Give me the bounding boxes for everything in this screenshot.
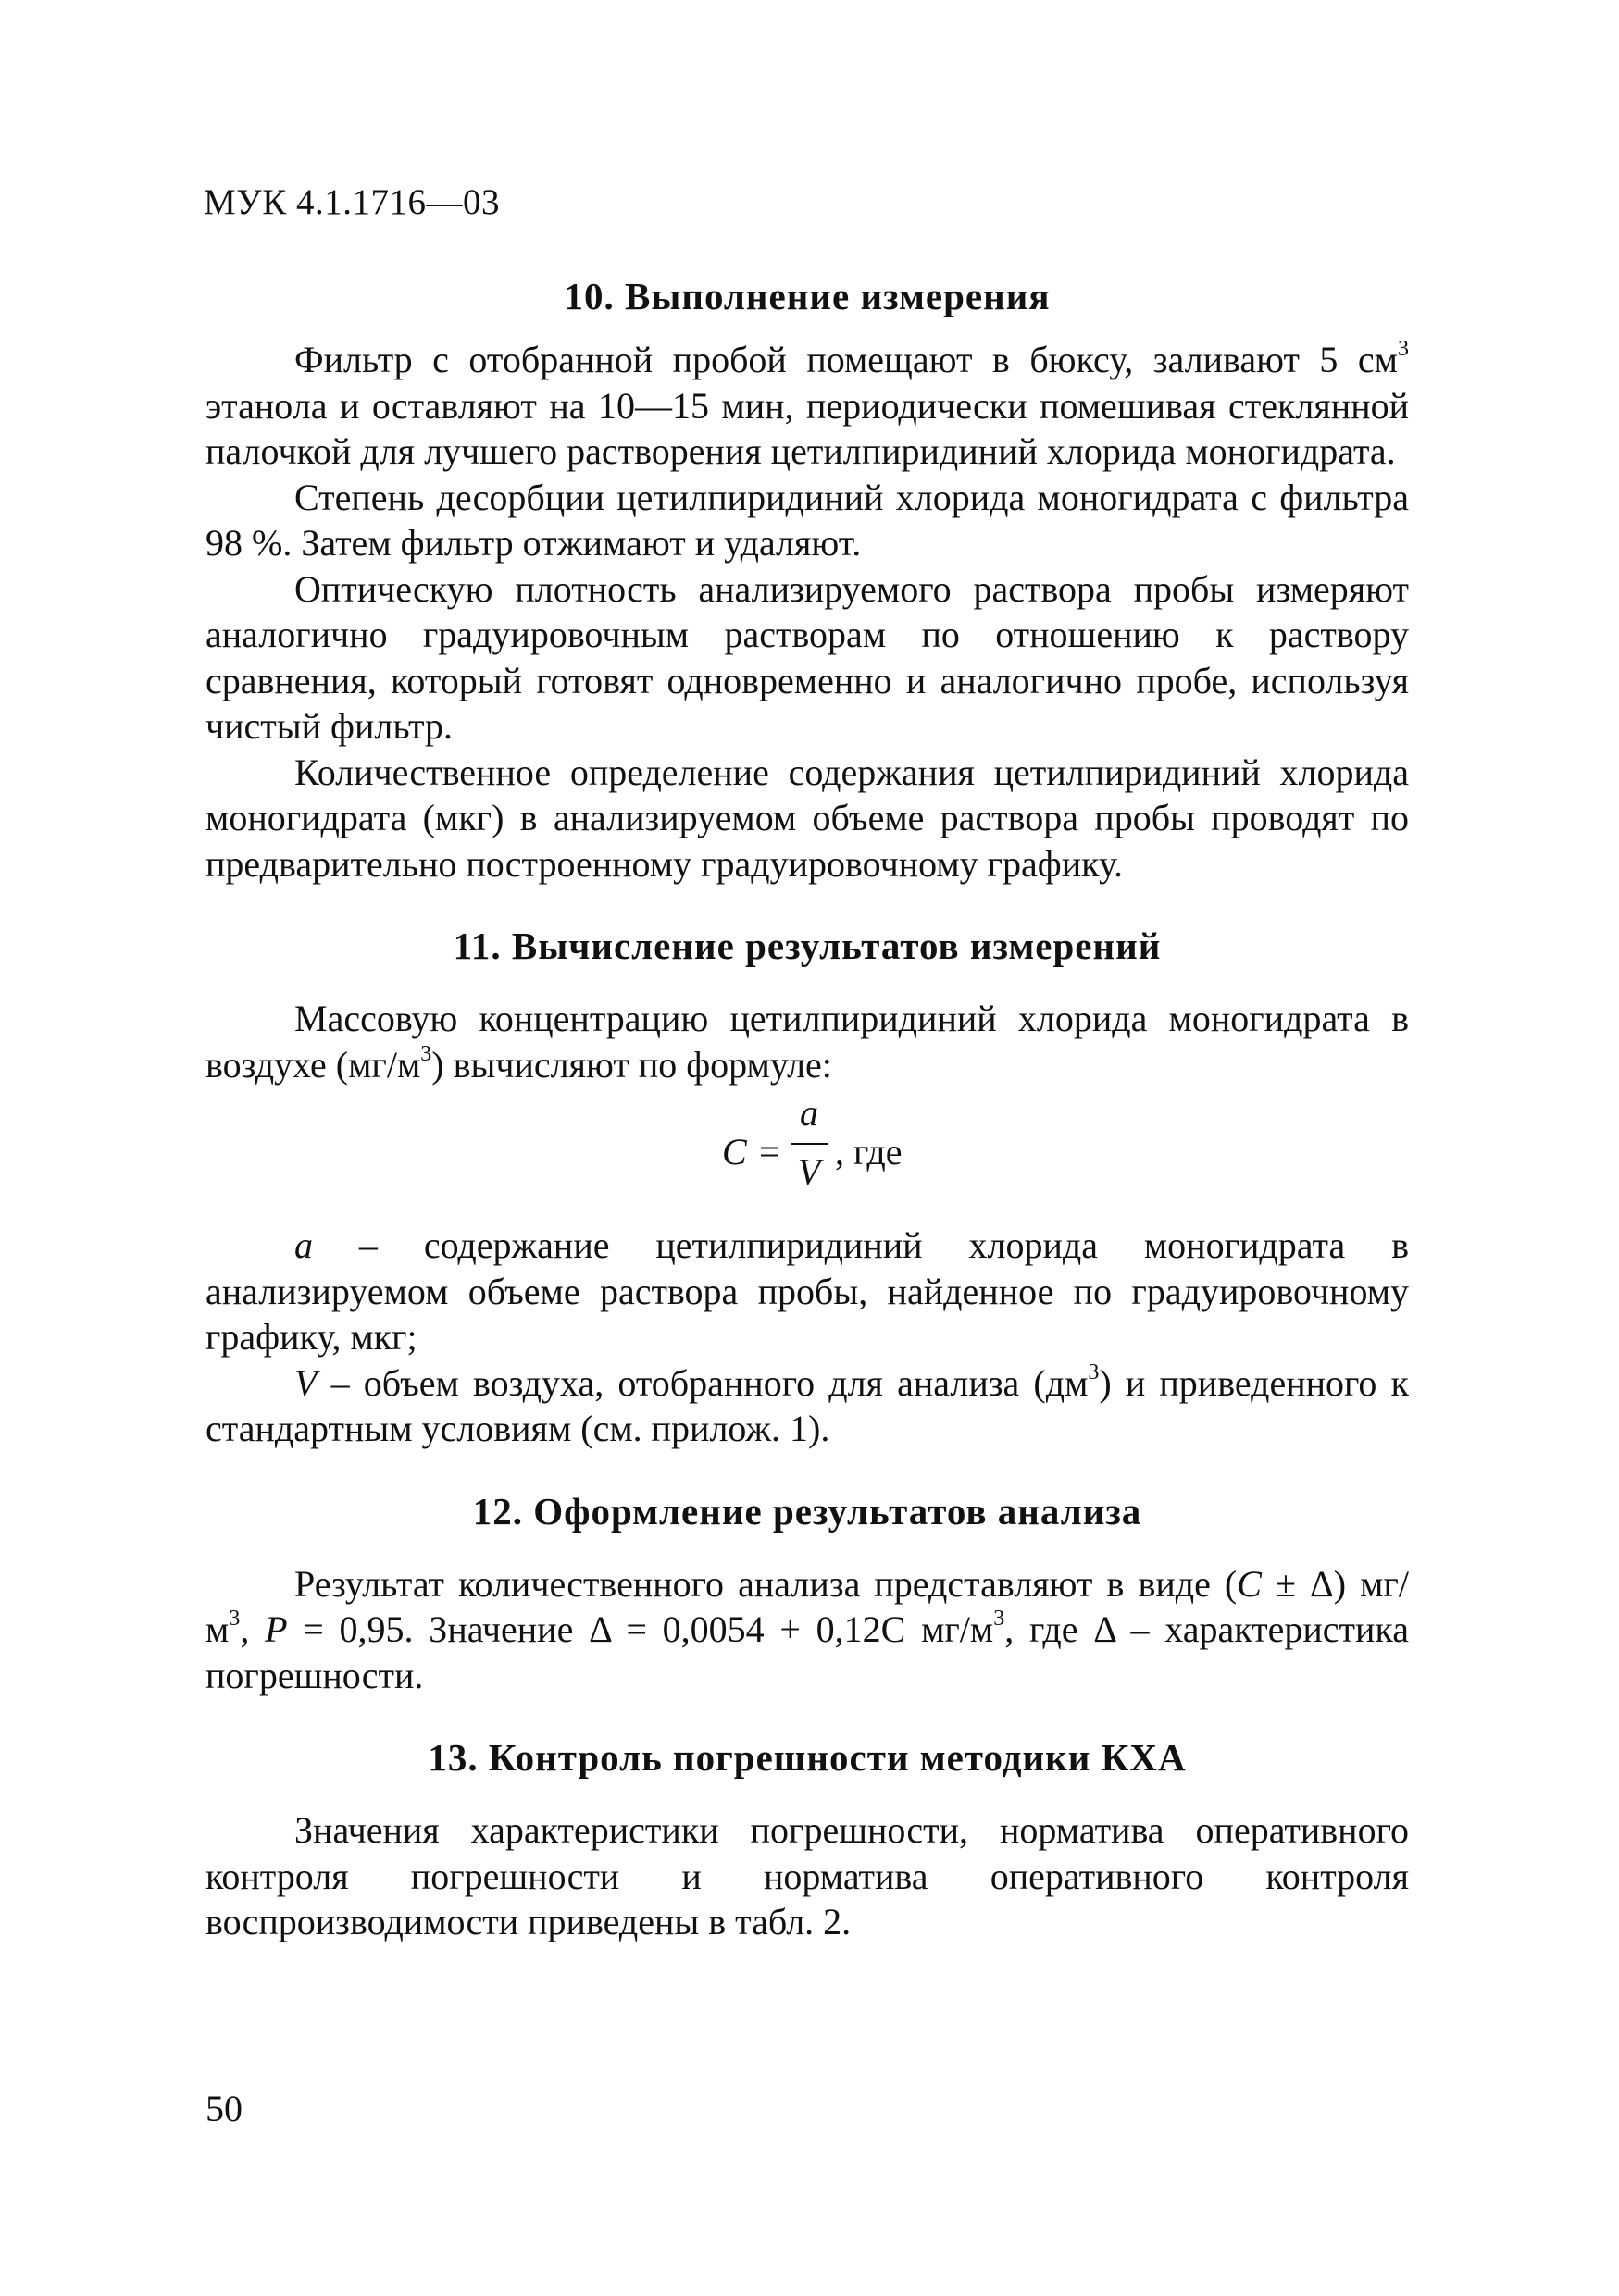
paragraph-filter-procedure xyxy=(205,337,1409,475)
section-heading-13: 13. Контроль погрешности методики КХА xyxy=(428,1736,1187,1779)
paragraph-result-format xyxy=(205,1561,1409,1699)
definition-text: – объем воздуха, отобранного для анализа (дм xyxy=(317,1361,1089,1404)
fraction-bar xyxy=(791,1143,828,1145)
paragraph-desorption: Степень десорбции цетилпиридиний хлорида моногидрата с фильтра 98 %. Затем фильтр отжимают и удаляют. xyxy=(205,476,1409,564)
symbol-p: P xyxy=(265,1608,288,1650)
definition-text: ) и приведенного к стандартным условиям (см. прилож. 1). xyxy=(205,1361,1409,1449)
definition-v xyxy=(205,1360,1409,1452)
paragraph-text: = 0,95. Значение Δ = 0,0054 + 0,12С мг/м xyxy=(287,1608,994,1650)
formula-numerator: a xyxy=(800,1092,818,1134)
superscript: 3 xyxy=(1398,337,1409,361)
section-heading-10: 10. Выполнение измерения xyxy=(564,275,1051,317)
paragraph-optical-density: Оптическую плотность анализируемого раствора пробы измеряют аналогично градуировочным растворам по отношению к раствору сравнения, который готовят одновременно и аналогично пробе, используя чистый фильтр. xyxy=(205,567,1409,747)
paragraph-text: Результат количественного анализа представляют в виде ( xyxy=(294,1562,1238,1605)
paragraph-text: ) вычисляют по формуле: xyxy=(431,1043,832,1086)
definition-a xyxy=(205,1222,1409,1360)
definition-symbol: V xyxy=(294,1361,318,1404)
formula-denominator: V xyxy=(797,1151,821,1193)
paragraph-error-control: Значения характеристики погрешности, норматива оперативного контроля погрешности и норматива оперативного контроля воспроизводимости приведены в табл. 2. xyxy=(205,1809,1409,1942)
symbol-c: C xyxy=(1237,1562,1262,1605)
paragraph-text: ± Δ) мг/м xyxy=(205,1562,1410,1650)
paragraph-text: , xyxy=(240,1608,250,1650)
formula xyxy=(205,1091,1409,1211)
paragraph-quantitative: Количественное определение содержания цетилпиридиний хлорида моногидрата (мкг) в анализируемом объеме раствора пробы проводят по предварительно построенному градуировочному графику. xyxy=(205,751,1409,885)
superscript: 3 xyxy=(1088,1359,1100,1384)
paragraph-text: Фильтр с отобранной пробой помещают в бюксу, заливают 5 см xyxy=(294,339,1398,380)
formula-equals: = xyxy=(759,1131,780,1173)
superscript: 3 xyxy=(229,1607,241,1631)
formula-lhs: C xyxy=(722,1131,747,1173)
page-number: 50 xyxy=(205,2088,243,2129)
superscript: 3 xyxy=(420,1041,432,1066)
paragraph-formula-intro xyxy=(205,996,1409,1087)
paragraph-text: этанола и оставляют на 10—15 мин, периодически помешивая стеклянной палочкой для лучшего растворения цетилпиридиний хлорида моногидрата. xyxy=(205,384,1409,472)
page-body xyxy=(205,270,1409,1945)
paragraph-text: , где Δ – характеристика погрешности. xyxy=(205,1608,1409,1696)
paragraph-text: Массовую концентрацию цетилпиридиний хлорида моногидрата в воздухе (мг/м xyxy=(205,998,1409,1086)
section-heading-11: 11. Вычисление результатов измерений xyxy=(453,925,1162,967)
section-heading-12: 12. Оформление результатов анализа xyxy=(472,1489,1142,1533)
definition-text: – содержание цетилпиридиний хлорида моногидрата в анализируемом объеме раствора пробы, найденное по градуировочному графику, мкг; xyxy=(205,1224,1409,1358)
running-header: МУК 4.1.1716—03 xyxy=(204,182,501,222)
formula-suffix: , где xyxy=(835,1131,903,1173)
superscript: 3 xyxy=(993,1607,1005,1631)
definition-symbol: a xyxy=(294,1224,313,1266)
